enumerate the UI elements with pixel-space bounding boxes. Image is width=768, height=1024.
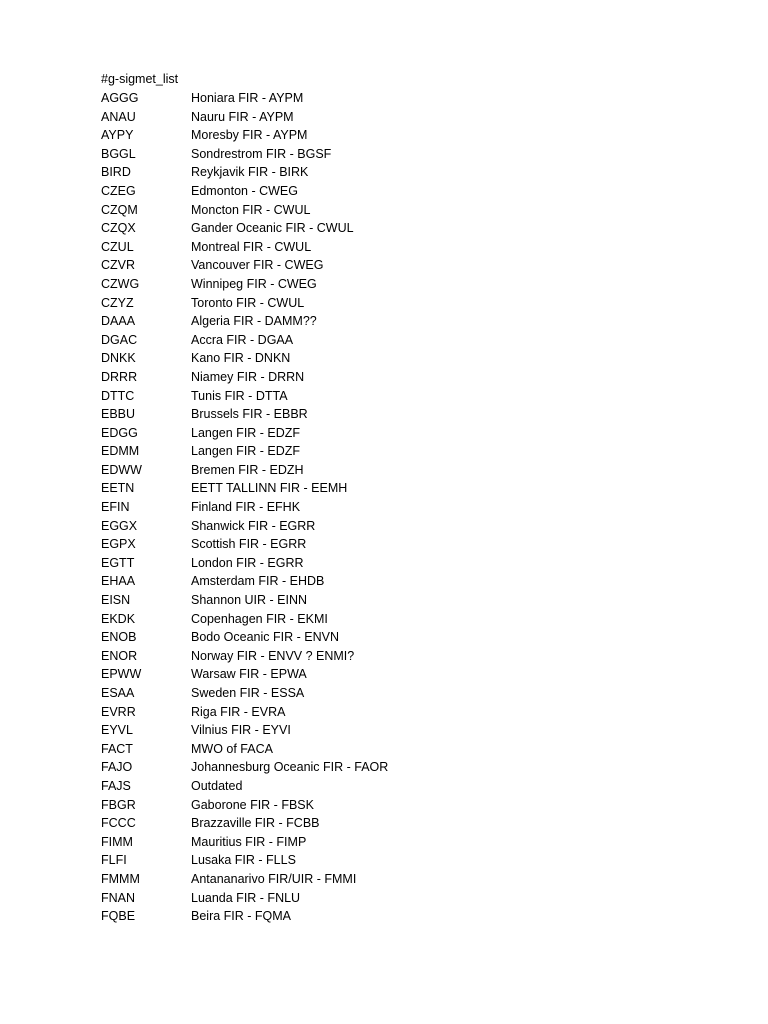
list-item [101,349,388,368]
fir-code: AYPY [101,128,134,143]
fir-code: FIMM [101,834,133,849]
fir-description: Sweden FIR - ESSA [191,686,305,700]
list-item [101,610,388,629]
fir-description: Algeria FIR - DAMM?? [191,314,317,329]
fir-code: EGPX [101,537,136,552]
fir-description: Shannon UIR - EINN [191,593,308,608]
list-item [101,275,388,294]
list-item [101,777,388,796]
fir-code: DRRR [101,369,138,384]
fir-code: EPWW [101,667,142,682]
fir-code: DTTC [101,388,135,403]
fir-code: FBGR [101,797,136,812]
list-item [101,554,388,573]
fir-description: Riga FIR - EVRA [191,704,286,719]
list-item [101,591,388,610]
list-item [101,201,388,220]
fir-description: Gaborone FIR - FBSK [191,797,314,812]
fir-description: Outdated [191,778,243,793]
list-item [101,145,388,164]
list-item [101,108,388,127]
fir-description: Montreal FIR - CWUL [191,239,312,254]
fir-description: Luanda FIR - FNLU [191,890,301,905]
fir-code: ESAA [101,686,135,700]
fir-code: EDMM [101,444,140,459]
list-item [101,535,388,554]
fir-description: Langen FIR - EDZF [191,425,301,440]
fir-description: Sondrestrom FIR - BGSF [191,146,332,161]
fir-description: Tunis FIR - DTTA [191,388,288,403]
list-item [101,740,388,759]
fir-code: FLFI [101,853,127,868]
list-item [101,479,388,498]
list-item [101,703,388,722]
fir-description: Bodo Oceanic FIR - ENVN [191,630,339,645]
fir-description: Scottish FIR - EGRR [191,537,307,552]
fir-code: CZQM [101,202,138,217]
fir-description: Langen FIR - EDZF [191,444,301,459]
list-item [101,665,388,684]
fir-description: Gander Oceanic FIR - CWUL [191,221,354,236]
fir-description: Edmonton - CWEG [191,183,298,198]
fir-code: EDWW [101,462,142,477]
fir-code: EFIN [101,500,130,515]
fir-description: EETT TALLINN FIR - EEMH [191,481,348,496]
list-item [101,126,388,145]
fir-code: FQBE [101,909,136,924]
fir-code: EHAA [101,574,136,589]
list-item [101,256,388,275]
list-item [101,684,388,703]
fir-description: Mauritius FIR - FIMP [191,834,307,849]
fir-description: Brussels FIR - EBBR [191,407,308,422]
fir-code: EISN [101,593,131,608]
fir-description: Beira FIR - FQMA [191,909,292,924]
list-item [101,647,388,666]
fir-description: Kano FIR - DNKN [191,351,291,366]
fir-code: EBBU [101,407,136,422]
list-item [101,331,388,350]
fir-code: FAJS [101,778,131,793]
list-item [101,851,388,870]
fir-description: Accra FIR - DGAA [191,332,294,347]
list-item [101,628,388,647]
fir-description: London FIR - EGRR [191,555,304,570]
fir-code: CZWG [101,276,140,291]
list-item [101,294,388,313]
fir-code: EKDK [101,611,136,626]
list-item [101,758,388,777]
list-item [101,721,388,740]
sigmet-list [101,89,388,926]
fir-code: FMMM [101,871,140,886]
fir-code: FACT [101,741,133,756]
fir-description: Antananarivo FIR/UIR - FMMI [191,871,357,886]
fir-description: Johannesburg Oceanic FIR - FAOR [191,760,389,775]
fir-description: Amsterdam FIR - EHDB [191,574,325,589]
fir-code: BGGL [101,146,136,161]
list-item [101,889,388,908]
fir-code: EETN [101,481,135,496]
list-item [101,182,388,201]
list-item [101,517,388,536]
fir-description: Brazzaville FIR - FCBB [191,816,320,831]
list-item [101,163,388,182]
fir-description: Copenhagen FIR - EKMI [191,611,328,626]
fir-code: FAJO [101,760,133,775]
list-item [101,368,388,387]
list-item [101,387,388,406]
fir-description: Moresby FIR - AYPM [191,128,308,143]
fir-description: Shanwick FIR - EGRR [191,518,316,533]
list-item [101,907,388,926]
fir-code: EDGG [101,425,138,440]
fir-description: Bremen FIR - EDZH [191,462,304,477]
fir-code: EGTT [101,555,135,570]
fir-description: Honiara FIR - AYPM [191,91,304,105]
fir-description: Nauru FIR - AYPM [191,109,294,124]
list-item [101,870,388,889]
fir-code: CZYZ [101,295,134,310]
fir-description: Finland FIR - EFHK [191,500,301,515]
list-item [101,814,388,833]
fir-code: AGGG [101,91,139,105]
fir-code: BIRD [101,165,131,180]
fir-description: Toronto FIR - CWUL [191,295,305,310]
fir-code: CZEG [101,183,136,198]
fir-code: EGGX [101,518,138,533]
list-item [101,219,388,238]
fir-code: CZQX [101,221,136,236]
list-item [101,89,388,108]
fir-description: Moncton FIR - CWUL [191,202,311,217]
fir-code: ENOB [101,630,137,645]
fir-code: DNKK [101,351,136,366]
fir-code: ANAU [101,109,136,124]
fir-code: DGAC [101,332,138,347]
fir-description: Reykjavik FIR - BIRK [191,165,309,180]
list-item [101,312,388,331]
fir-description: Winnipeg FIR - CWEG [191,276,317,291]
fir-code: ENOR [101,648,138,663]
page-heading: #g-sigmet_list [101,72,179,86]
fir-code: EVRR [101,704,136,719]
fir-description: Vilnius FIR - EYVI [191,723,291,738]
fir-code: CZVR [101,258,136,273]
fir-description: Warsaw FIR - EPWA [191,667,307,682]
list-item [101,424,388,443]
fir-description: Norway FIR - ENVV ? ENMI? [191,648,355,663]
list-item [101,405,388,424]
list-item [101,442,388,461]
fir-code: EYVL [101,723,133,738]
fir-code: DAAA [101,314,136,329]
list-item [101,498,388,517]
list-item [101,572,388,591]
fir-description: Niamey FIR - DRRN [191,369,305,384]
list-item [101,238,388,257]
fir-description: Vancouver FIR - CWEG [191,258,324,273]
fir-code: FNAN [101,890,136,905]
list-item [101,796,388,815]
list-item [101,461,388,480]
fir-code: CZUL [101,239,134,254]
fir-code: FCCC [101,816,136,831]
fir-description: Lusaka FIR - FLLS [191,853,296,868]
list-item [101,833,388,852]
fir-description: MWO of FACA [191,741,273,756]
